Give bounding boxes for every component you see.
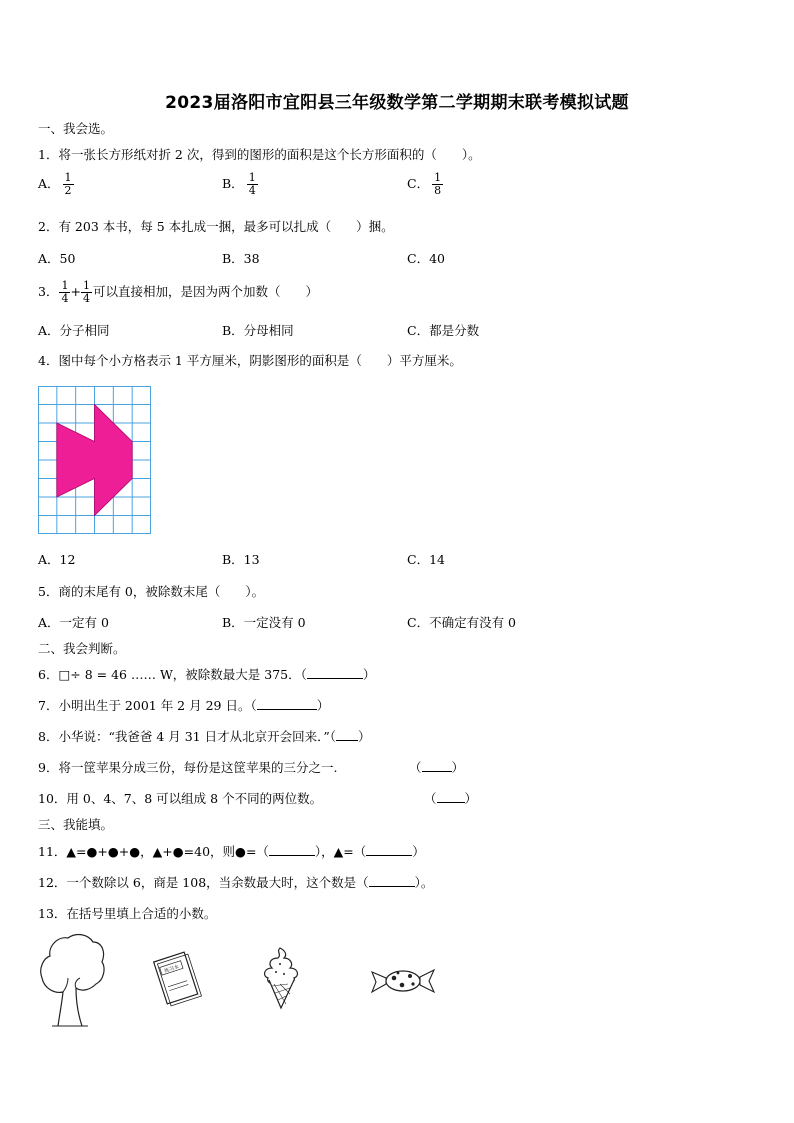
page-title: 2023届洛阳市宜阳县三年级数学第二学期期末联考模拟试题	[165, 93, 629, 113]
question-4: 4．图中每个小方格表示 1 平方厘米，阴影图形的面积是（ ）平方厘米。	[38, 353, 462, 368]
question-7: 7．小明出生于 2001 年 2 月 29 日。（ ）	[38, 698, 330, 713]
option-label: B．	[222, 176, 244, 191]
q1-option-a[interactable]	[38, 172, 77, 197]
question-9: 9．将一筐苹果分成三份，每份是这筐苹果的三分之一.	[38, 760, 338, 775]
question-1: 1．将一张长方形纸对折 2 次，得到的图形的面积是这个长方形面积的（ ）。	[38, 147, 481, 162]
option-label: C．	[407, 176, 430, 191]
answer-blank[interactable]	[307, 666, 363, 679]
answer-blank[interactable]	[257, 697, 317, 710]
q2-option-b[interactable]: B．38	[222, 251, 260, 266]
q5-option-a[interactable]: A．一定有 0	[38, 615, 109, 630]
q9-answer: （ ）	[409, 760, 465, 775]
answer-blank[interactable]	[336, 728, 358, 741]
candy-icon	[368, 964, 438, 998]
q1-option-c[interactable]	[407, 172, 446, 197]
area-grid-figure	[38, 386, 151, 534]
answer-blank[interactable]	[366, 843, 412, 856]
q3-option-c[interactable]: C．都是分数	[407, 323, 480, 338]
fraction: $\frac{1}{4}$	[82, 279, 90, 305]
ice-cream-icon	[258, 944, 304, 1012]
fraction: $\frac{1}{4}$	[248, 171, 256, 197]
answer-blank[interactable]	[269, 843, 315, 856]
question-8: 8．小华说：“我爸爸 4 月 31 日才从北京开会回来．”（ ）	[38, 729, 371, 744]
section-heading-choice: 一、我会选。	[38, 121, 114, 136]
question-12: 12．一个数除以 6，商是 108，当余数最大时，这个数是（ ）。	[38, 875, 434, 890]
answer-blank[interactable]	[369, 874, 415, 887]
notebook-label: 练习本	[163, 964, 180, 975]
fraction: $\frac{1}{8}$	[434, 171, 442, 197]
q4-option-b[interactable]: B．13	[222, 552, 260, 567]
q10-answer: （ ）	[424, 791, 478, 806]
question-3: 3． $\frac{1}{4}$ + $\frac{1}{4}$ 可以直接相加，是因为两个加数（ ）	[38, 279, 318, 305]
question-13: 13．在括号里填上合适的小数。	[38, 906, 217, 921]
question-11: 11．▲=●+●+●，▲+●=40，则●=（ ），▲=（ ）	[38, 844, 425, 859]
question-5: 5．商的末尾有 0，被除数末尾（ ）。	[38, 584, 265, 599]
q4-option-a[interactable]: A．12	[38, 552, 76, 567]
q1-option-b[interactable]	[222, 172, 261, 197]
q3-option-b[interactable]: B．分母相同	[222, 323, 294, 338]
question-2: 2．有 203 本书，每 5 本扎成一捆，最多可以扎成（ ）捆。	[38, 219, 394, 234]
tree-icon	[38, 932, 106, 1028]
answer-blank[interactable]	[422, 759, 452, 772]
q2-option-c[interactable]: C．40	[407, 251, 445, 266]
q2-option-a[interactable]: A．50	[38, 251, 76, 266]
question-6: 6．□÷ 8 = 46 …… W，被除数最大是 375．（ ）	[38, 667, 376, 682]
option-label: A．	[38, 176, 60, 191]
box-symbol: □	[58, 667, 71, 682]
q4-option-c[interactable]: C．14	[407, 552, 445, 567]
answer-blank[interactable]	[437, 790, 465, 803]
shaded-shape	[57, 405, 132, 516]
notebook-icon	[150, 950, 202, 1008]
section-heading-fill: 三、我能填。	[38, 817, 114, 832]
question-10: 10．用 0、4、7、8 可以组成 8 个不同的两位数。	[38, 791, 323, 806]
q5-option-c[interactable]: C．不确定有没有 0	[407, 615, 516, 630]
q5-option-b[interactable]: B．一定没有 0	[222, 615, 306, 630]
fraction: $\frac{1}{4}$	[61, 279, 69, 305]
q3-option-a[interactable]: A．分子相同	[38, 323, 110, 338]
section-heading-judge: 二、我会判断。	[38, 641, 126, 656]
fraction: $\frac{1}{2}$	[64, 171, 72, 197]
